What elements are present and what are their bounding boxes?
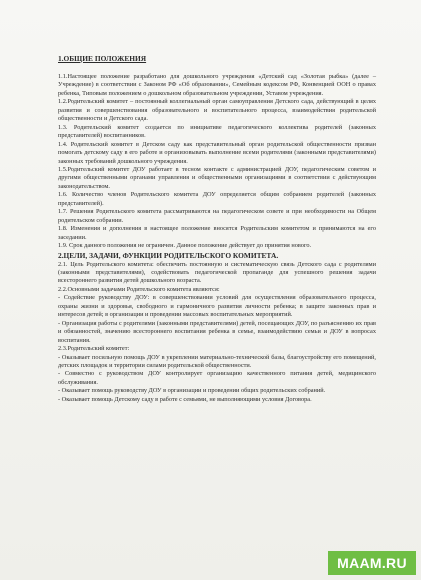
paragraph-1-9: 1.9. Срок данного положения не ограничен. Данное положение действует до принятия нового. xyxy=(58,242,312,250)
paragraph-1-2: 1.2.Родительский комитет – постоянный коллегиальный орган самоуправления Детского сада, действующий в целях развития и совершенствования образовательного и воспитательного процесса, взаимодействия родительской общественности и Детского сада. xyxy=(58,98,376,123)
section-heading-1: 1.ОБЩИЕ ПОЛОЖЕНИЯ xyxy=(58,54,147,63)
maam-watermark: MAAM.RU xyxy=(328,551,416,575)
paragraph-2-2: 2.2.Основными задачами Родительского комитета являются: xyxy=(58,285,220,293)
section-heading-2: 2.ЦЕЛИ, ЗАДАЧИ, ФУНКЦИИ РОДИТЕЛЬСКОГО КОМИТЕТА. xyxy=(58,250,279,260)
paragraph-1-4: 1.4. Родительский комитет в Детском саду как представительный орган родительской общественности призван помогать детскому саду в его работе и организовывать выполнение всеми родителями (законными представителями) законных требований дошкольного учреждения. xyxy=(58,140,376,165)
paragraph-2-3-item-3: - Оказывает помощь руководству ДОУ в организации и проведении общих родительских собраний. xyxy=(58,387,326,395)
paragraph-1-1: 1.1.Настоящее положение разработано для дошкольного учреждения «Детский сад «Золотая рыбка» (далее – Учреждение) в соответствии с Законом РФ «Об образовании», Семейным кодексом РФ, Конвенцией ООН о правах ребенка, Типовым положением о дошкольном образовательном учреждении, Уставом учреждения. xyxy=(58,73,376,97)
paragraph-2-2-item-2: - Организация работы с родителями (законными представителями) детей, посещающих ДОУ, по разъяснению их прав и обязанностей, значению всестороннего воспитания ребенка в семье, взаимодействию семьи и ДОУ в вопросах воспитания. xyxy=(58,319,376,344)
paragraph-2-3-item-2: - Совместно с руководством ДОУ контролирует организацию качественного питания детей, медицинского обслуживания. xyxy=(58,370,376,386)
paragraph-1-7: 1.7. Решения Родительского комитета рассматриваются на педагогическом совете и при необходимости на Общем родительском собрании. xyxy=(58,208,376,224)
paragraph-2-1: 2.1. Цель Родительского комитета: обеспечить постоянную и систематическую связь Детского сада с родителями (законными представителями), содействовать педагогической пропаганде для успешного решения задачи всестороннего развития детей дошкольного возраста. xyxy=(58,260,376,285)
paragraph-1-3: 1.3. Родительский комитет создается по инициативе педагогического коллектива родителей (законных представителей) воспитанников. xyxy=(58,123,376,140)
document-body xyxy=(58,54,376,404)
paragraph-2-2-item-1: - Содействие руководству ДОУ: в совершенствовании условий для осуществления образовательного процесса, охраны жизни и здоровья, свободного и гармоничного развития личности ребенка; в защите законных прав и интересов детей; в организации и проведении массовых воспитательных мероприятий. xyxy=(58,294,376,319)
paragraph-1-6: 1.6. Количество членов Родительского комитета ДОУ определяется общим собранием родителей (законных представителей). xyxy=(58,191,376,207)
paragraph-2-3-item-4: - Оказывает помощь Детскому саду в работе с семьями, не выполняющими условия Договора. xyxy=(58,395,312,403)
paragraph-1-5: 1.5.Родительский комитет ДОУ работает в тесном контакте с администрацией ДОУ, педагогическим советом и другими общественными органами управления и общественными организациями в соответствии с действующим законодательством. xyxy=(58,165,376,190)
paragraph-2-3: 2.3.Родительский комитет: xyxy=(58,345,130,353)
paragraph-2-3-item-1: - Оказывает посильную помощь ДОУ в укреплении материально-технической базы, благоустройству его помещений, детских площадок и территории силами родительской общественности. xyxy=(58,353,376,369)
paragraph-1-8: 1.8. Изменения и дополнения в настоящее положение вносятся Родительским комитетом и принимаются на его заседании. xyxy=(58,225,376,241)
